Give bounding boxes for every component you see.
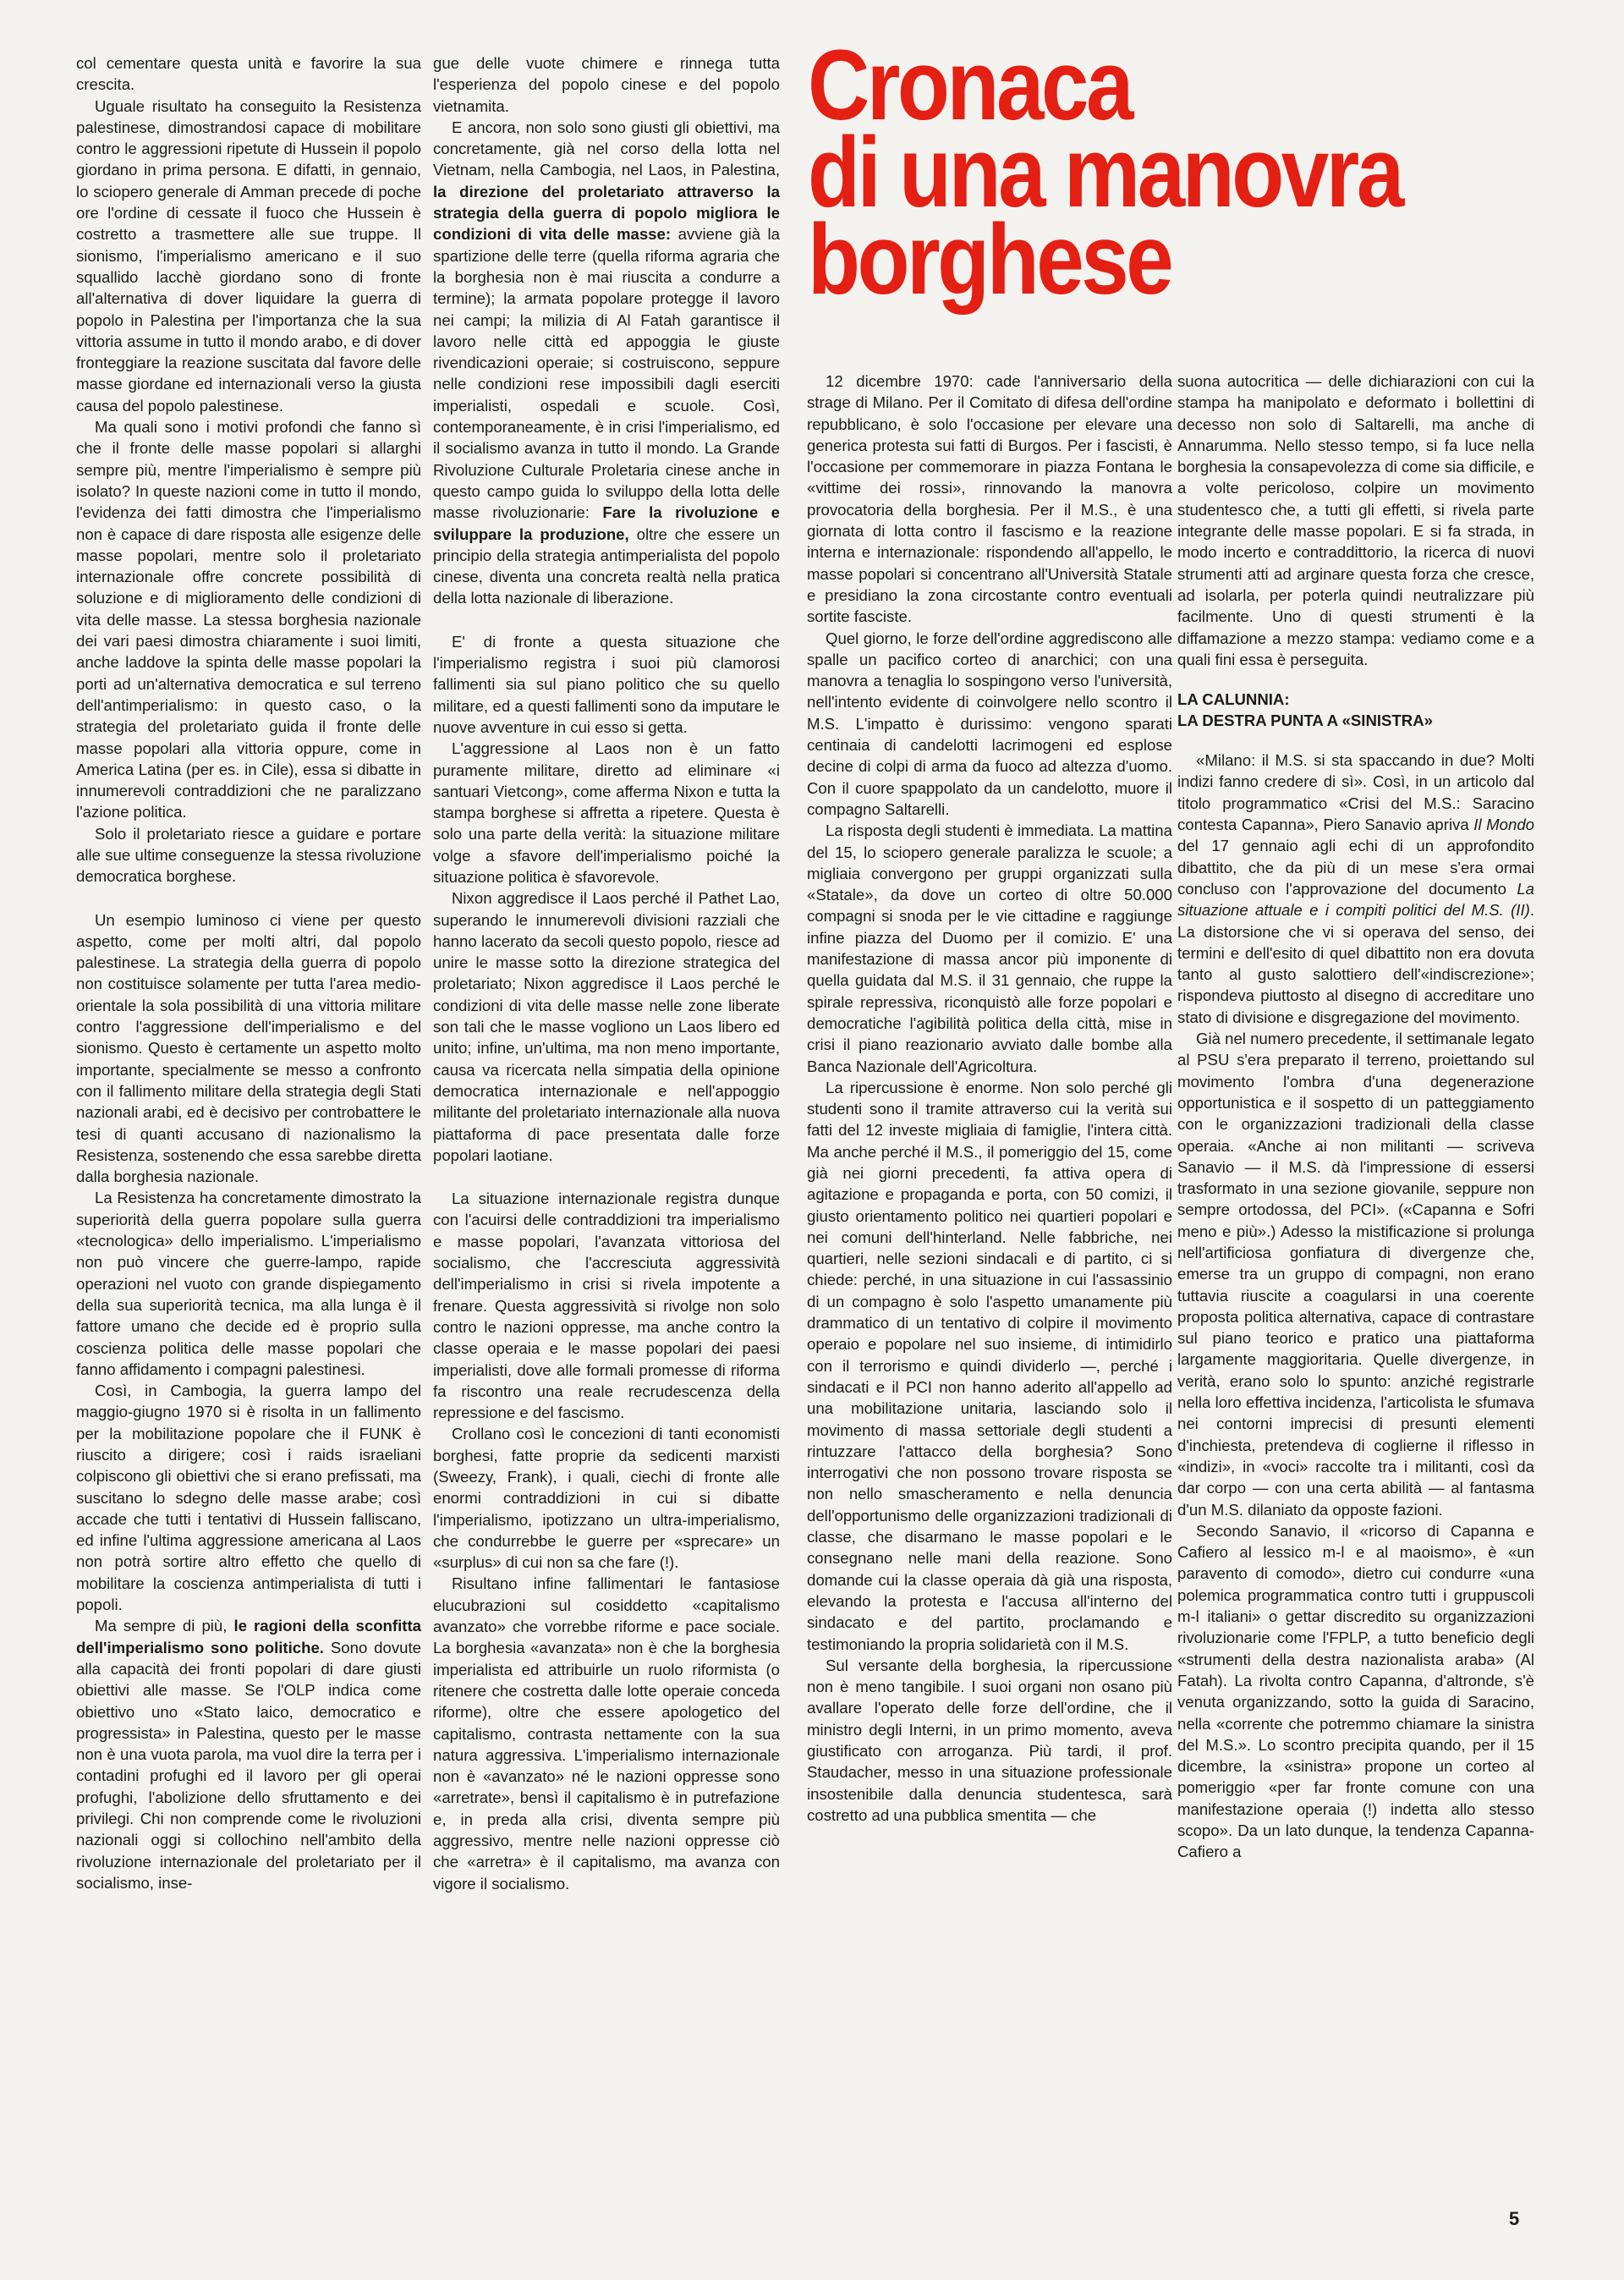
paragraph: La ripercussione è enorme. Non solo perché gli studenti sono il tramite attraverso cui la verità sui fatti del 12 investe migliaia di famiglie, l'intera città. Ma anche perché il M.S., il pomeriggio del 15, come già nei giorni precedenti, fa attiva opera di agitazione e propaganda e porta, con 50 comizi, il giusto orientamento politico nei quartieri popolari e nei comuni dell'hinterland. Nelle fabbriche, nei quartieri, nelle sezioni sindacali e di partito, ci si chiede: perché, in una situazione in cui l'assassinio di un compagno è solo l'aspetto umanamente più drammatico di un tentativo di colpire il movimento operaio e popolare nel suo insieme, di intimidirlo con il terrorismo e quindi dividerlo —, perché i sindacati e il PCI non hanno aderito all'appello ad una mobilitazione unitaria, lasciando solo il movimento di massa settoriale degli studenti a rintuzzare l'attacco della borghesia? Sono interrogativi che non possono trovare risposta se non nello smascheramento e nella denuncia dell'opportunismo delle organizzazioni tradizionali di classe, che disarmano le masse popolari e le consegnano nelle mani della reazione. Sono domande cui la classe operaia dà già una risposta, elevando la protesta e l'accusa all'interno del sindacato e del partito, proclamando e testimoniando la propria solidarietà con il M.S. (807, 1078, 1172, 1653)
paragraph: Uguale risultato ha conseguito la Resistenza palestinese, dimostrandosi capace di mobilitare contro le aggressioni ripetute di Hussein il popolo giordano in prima persona. E difatti, in gennaio, lo sciopero generale di Amman precede di poche ore l'ordine di cessate il fuoco che Hussein è costretto a trasmettere alle sue truppe. Il sionismo, l'imperialismo americano e il suo squallido lacchè giordano sono di fronte all'alternativa di dover liquidare la guerra di popolo in Palestina per l'importanza che la sua vittoria assume in tutto il mondo arabo, e di dover fronteggiare la reazione suscitata dal favore delle masse giordane ed internazionali verso la giusta causa del popolo palestinese. (76, 96, 421, 415)
paragraph: «Milano: il M.S. si sta spaccando in due? Molti indizi fanno credere di sì». Così, in un articolo dal titolo programmatico «Crisi del M.S.: Saracino contesta Capanna», Piero Sanavio apriva Il Mondo del 17 gennaio agli echi di un approfondito dibattito, che da più di un mese s'era ormai concluso con l'approvazione del documento La situazione attuale e i compiti politici del M.S. (II). La distorsione che vi si operava del senso, dei termini e dell'esito di quel dibattito non era dovuta tanto al gusto salottiero dell'«indiscrezione»; rispondeva piuttosto al disegno di accreditare uno stato di divisione e disgregazione del movimento. (1177, 751, 1535, 1026)
paragraph: Secondo Sanavio, il «ricorso di Capanna e Cafiero al lessico m-l e al maoismo», è «un paravento di comodo», dietro cui condurre «una polemica programmatica contro tutti i gruppuscoli m-l italiani» o gettar discredito su organizzazioni rivoluzionarie come l'FPLP, a tutto beneficio degli «strumenti della destra nazionalista araba» (Al Fatah). La rivolta contro Capanna, d'altronde, s'è venuta organizzando, sotto la guida di Saracino, nella «corrente che potremmo chiamare la sinistra del M.S.». Lo scontro precipita quando, per il 15 dicembre, la «sinistra» propone un corteo al pomeriggio «per far fronte comune con una manifestazione operaia (!) indetta allo stesso scopo». Da un lato dunque, la tendenza Capanna-Cafiero a (1177, 1521, 1534, 1861)
paragraph: L'aggressione al Laos non è un fatto puramente militare, diretto ad eliminare «i santuari Vietcong», come afferma Nixon e tutta la stampa borghese si affretta a ripetere. Questa è solo una parte della verità: la situazione militare volge a sfavore dell'imperialismo poiché la situazione politica è sfavorevole. (433, 739, 780, 886)
paragraph: gue delle vuote chimere e rinnega tutta l'esperienza del popolo cinese e del popolo vietnamita. (433, 54, 780, 115)
column-4-intro (1177, 371, 1534, 670)
paragraph: Solo il proletariato riesce a guidare e portare alle sue ultime conseguenze la stessa rivoluzione democratica borghese. (76, 824, 421, 886)
page-number: 5 (1509, 2208, 1520, 2229)
column-4-body (1177, 750, 1534, 1862)
paragraph: Crollano così le concezioni di tanti economisti borghesi, fatte proprie da sedicenti marxisti (Sweezy, Frank), i quali, ciechi di fronte alle enormi contraddizioni in cui si dibatte l'imperialismo, ipotizzano un ultra-imperialismo, che condurrebbe le guerre per «sprecare» un «surplus» di cui non sa che fare (!). (433, 1425, 780, 1572)
paragraph: Così, in Cambogia, la guerra lampo del maggio-giugno 1970 si è risolta in un fallimento per la mobilitazione popolare che il FUNK è riuscito a dirigere; così i raids israeliani colpiscono gli obiettivi che si erano prefissati, ma suscitano lo sdegno delle masse arabe; così accade che tutti i tentativi di Hussein falliscano, ed infine l'ultima aggressione americana al Laos non potrà sortire altro effetto che quello di mobilitare la coscienza antimperialista di tutti i popoli. (76, 1382, 421, 1614)
headline-line-3: borghese (808, 204, 1171, 316)
paragraph: E ancora, non solo sono giusti gli obiettivi, ma concretamente, già nel corso della lotta nel Vietnam, nella Cambogia, nel Laos, in Palestina, la direzione del proletariato attraverso la strategia della guerra di popolo migliora le condizioni di vita delle masse: avviene già la spartizione delle terre (quella riforma agraria che la borghesia non è mai riuscita a condurre a termine); la armata popolare protegge il lavoro nei campi; la milizia di Al Fatah garantisce il lavoro nelle città ed appoggia le giuste rivendicazioni operaie; si costruiscono, seppure nelle condizioni rese impossibili dagli eserciti imperialisti, ospedali e scuole. Così, contemporaneamente, è in crisi l'imperialismo, ed il socialismo avanza in tutto il mondo. La Grande Rivoluzione Culturale Proletaria cinese anche in questo campo guida lo sviluppo della lotta delle masse rivoluzionarie: Fare la rivoluzione e sviluppare la produzione, oltre che essere un principio della strategia antimperialista del popolo cinese, diventa una concreta realtà nella pratica della lotta nazionale di liberazione. (433, 118, 781, 607)
paragraph: 12 dicembre 1970: cade l'anniversario della strage di Milano. Per il Comitato di difesa dell'ordine repubblicano, è solo l'occasione per elevare una generica protesta sui fatti di Burgos. Per i fascisti, è l'occasione per commemorare in piazza Fontana le «vittime dei rossi», rinnovando la manovra provocatoria della borghesia. Per il M.S., è una giornata di lotta contro il fascismo e la reazione interna e internazionale: rispondendo all'appello, le masse popolari si concentrano all'Università Statale e presidiano la zona circostante contro eventuali sortite fasciste. (807, 372, 1172, 626)
paragraph: Ma sempre di più, le ragioni della sconfitta dell'imperialismo sono politiche. Sono dovute alla capacità dei fronti popolari di dare giusti obiettivi alle masse. Se l'OLP indica come obiettivo uno «Stato laico, democratico e progressista» in Palestina, questo per le masse non è una vuota parola, ma vuol dire la terra per i contadini profughi ed il lavoro per gli operai profughi, l'abolizione dello sfruttamento e dei privilegi. Chi non comprende come le rivoluzioni nazionali oggi si collochino nell'ambito della rivoluzione internazionale del proletariato per il socialismo, inse- (76, 1617, 421, 1892)
subheading-line-2: LA DESTRA PUNTA A «SINISTRA» (1177, 711, 1433, 730)
paragraph: La situazione internazionale registra dunque con l'acuirsi delle contraddizioni tra imperialismo e masse popolari, l'avanzata vittoriosa del socialismo, che l'accresciuta aggressività dell'imperialismo in crisi si rivela impotente a frenare. Questa aggressività si rivolge non solo contro le nazioni oppresse, ma anche contro la classe operaia e le masse popolari dei paesi imperialisti, dove alle formali promesse di riforma fa riscontro una reale recrudescenza della repressione e del fascismo. (433, 1189, 780, 1422)
column-1 (76, 52, 421, 1893)
paragraph: suona autocritica — delle dichiarazioni con cui la stampa ha manipolato e deformato i bollettini di decesso non solo di Saltarelli, ma anche di Annarumma. Nello stesso tempo, si fa luce nella borghesia la consapevolezza di come sia difficile, e a volte pericoloso, colpire un movimento studentesco che, a tutti gli effetti, si rivela parte integrante delle masse popolari. E si fa strada, in modo incerto e contraddittorio, la ricerca di nuovi strumenti atti ad arginare questa forza che cresce, ad isolarla, per poterla quindi neutralizzare più facilmente. Uno di questi strumenti è la diffamazione a mezzo stampa: vediamo come e a quali fini essa è perseguita. (1177, 372, 1534, 668)
paragraph: La risposta degli studenti è immediata. La mattina del 15, lo sciopero generale paralizza le scuole; a migliaia convergono per gruppi organizzati sulla «Statale», da dove un corteo di oltre 50.000 compagni si snoda per le vie cittadine e raggiunge infine piazza del Duomo per il comizio. E' una manifestazione di massa ancor più imponente di quella guidata dal M.S. il 31 gennaio, che ruppe la spirale repressiva, riconquistò alle forze popolari e democratiche l'agibilità politica della città, mise in crisi il piano reazionario avviato dalle bombe alla Banca Nazionale dell'Agricoltura. (807, 821, 1172, 1075)
paragraph: Un esempio luminoso ci viene per questo aspetto, come per molti altri, dal popolo palestinese. La strategia della guerra di popolo non costituisce solamente per tutta l'area medio-orientale la sola possibilità di una vittoria militare contro l'aggressione dell'imperialismo e del sionismo. Questo è certamente un aspetto molto importante, specialmente se messo a confronto con il fallimento militare della strategia degli Stati nazionali arabi, ed è decisivo per controbattere le tesi di quanti accusano di nazionalismo la Resistenza, sostenendo che essa sarebbe diretta dalla borghesia nazionale. (76, 910, 421, 1186)
column-3 (807, 371, 1172, 1826)
paragraph: Ma quali sono i motivi profondi che fanno sì che il fronte delle masse popolari si allarghi sempre più, mentre l'imperialismo è sempre più isolato? In queste nazioni come in tutto il mondo, l'evidenza dei fatti dimostra che l'imperialismo non è capace di dare risposta alle esigenze delle masse popolari, mentre solo il proletariato internazionale offre concrete possibilità di soluzione e di miglioramento delle condizioni di vita delle masse. La stessa borghesia nazionale dei vari paesi dimostra chiaramente i suoi limiti, anche laddove la spinta delle masse popolari la porti ad un'alternativa democratica e sul terreno dell'antimperialismo: in questo caso, o la strategia del proletariato guida il fronte delle masse popolari alla vittoria oppure, come in America Latina (per es. in Cile), essa si dibatte in innumerevoli contraddizioni che ne paralizzano l'azione politica. (76, 418, 421, 821)
section-subheading (1177, 689, 1534, 731)
paragraph: Quel giorno, le forze dell'ordine aggrediscono alle spalle un pacifico corteo di anarchici; con una manovra a tenaglia lo sospingono verso l'università, nell'intento evidente di coinvolgere nello scontro il M.S. L'impatto è durissimo: vengono sparati centinaia di candelotti lacrimogeni ed esplose decine di colpi di arma da fuoco ad altezza d'uomo. Con il cuore spappolato da un candelotto, muore il compagno Saltarelli. (807, 629, 1172, 818)
subheading-line-1: LA CALUNNIA: (1177, 690, 1290, 709)
column-2 (433, 52, 780, 1894)
headline-line-2: di una manovra (808, 117, 1402, 228)
paragraph: Nixon aggredisce il Laos perché il Pathet Lao, superando le innumerevoli divisioni razziali che hanno lacerato da secoli questo popolo, riesce ad unire le masse sotto la direzione strategica del proletariato; Nixon aggredisce il Laos perché le condizioni di vita delle masse nelle zone liberate son tali che le masse vogliono un Laos libero ed unito; infine, un'ultima, ma non meno importante, causa va ricercata nella simpatia della opinione democratica internazionale e nell'appoggio militante del proletariato internazionale alla nuova piattaforma di pace presentata dalle forze popolari laotiane. (433, 889, 780, 1164)
headline-line-1: Cronaca (808, 30, 1132, 141)
column-4 (1177, 371, 1534, 1863)
paragraph: La Resistenza ha concretamente dimostrato la superiorità della guerra popolare sulla guerra «tecnologica» dello imperialismo. L'imperialismo non può vincere che guerre-lampo, rapide operazioni nel vuoto con grande dispiegamento della sua superiorità tecnica, ma alla lunga è il fattore umano che decide ed è proprio sulla coscienza politica delle masse popolari che fanno affidamento i compagni palestinesi. (76, 1189, 421, 1378)
paragraph: col cementare questa unità e favorire la sua crescita. (76, 54, 421, 94)
paragraph: E' di fronte a questa situazione che l'imperialismo registra i suoi più clamorosi fallimenti sia sul piano politico che su quello militare, ed a questi fallimenti sono da imputare le nuove avventure in cui esso si getta. (433, 632, 780, 736)
paragraph: Già nel numero precedente, il settimanale legato al PSU s'era preparato il terreno, proiettando sul movimento l'ombra d'una degenerazione opportunistica e il sospetto di un patteggiamento con le organizzazioni tradizionali della classe operaia. «Anche ai non militanti — scriveva Sanavio — il M.S. dà l'impressione di essersi trasformato in una sezione giovanile, seppure non sempre ortodossa, del PCI». («Capanna e Sofri meno e più».) Adesso la mistificazione si prolunga nell'artificiosa gonfiatura di divergenze che, emerse tra un gruppo di compagni, non erano tuttavia riuscite a coagularsi in una coerente proposta politica alternativa, capace di contrastare sul piano teorico e pratico una piattaforma largamente maggioritaria. Quelle divergenze, in verità, erano solo lo spunto: anziché registrarle nella loro effettiva incidenza, l'articolista le sfumava nei contorni imprecisi di presunti elementi d'inchiesta, pretendeva di coglierne il riflesso in «indizi», in «voci» raccolte tra i militanti, così da dar corpo — con una certa abilità — al fantasma d'un M.S. dilaniato da opposte fazioni. (1177, 1030, 1535, 1519)
paragraph: Risultano infine fallimentari le fantasiose elucubrazioni sul cosiddetto «capitalismo avanzato» che vorrebbe riforme e pace sociale. La borghesia «avanzata» non è che la borghesia imperialista ed attribuirle un ruolo riformista (o ritenere che costretta dalle lotte operaie conceda riforme), oltre che essere apologetico del capitalismo, contrasta nettamente con la sua natura aggressiva. L'imperialismo internazionale non è «avanzato» né le nazioni oppresse sono «arretrate», bensì il capitalismo è in putrefazione e, in preda alla crisi, diventa sempre più aggressivo, mentre nelle nazioni oppresse ciò che «arretra» è il capitalismo, ma avanza con vigore il socialismo. (433, 1574, 780, 1893)
paragraph: Sul versante della borghesia, la ripercussione non è meno tangibile. I suoi organi non osano più avallare l'operato delle forze dell'ordine, che il ministro degli Interni, in un primo momento, aveva giustificato con arroganza. Più tardi, il prof. Staudacher, messo in una situazione professionale insostenibile dalla denuncia studentesca, sarà costretto ad una pubblica smentita — che (807, 1656, 1172, 1824)
article-headline (808, 30, 1462, 316)
